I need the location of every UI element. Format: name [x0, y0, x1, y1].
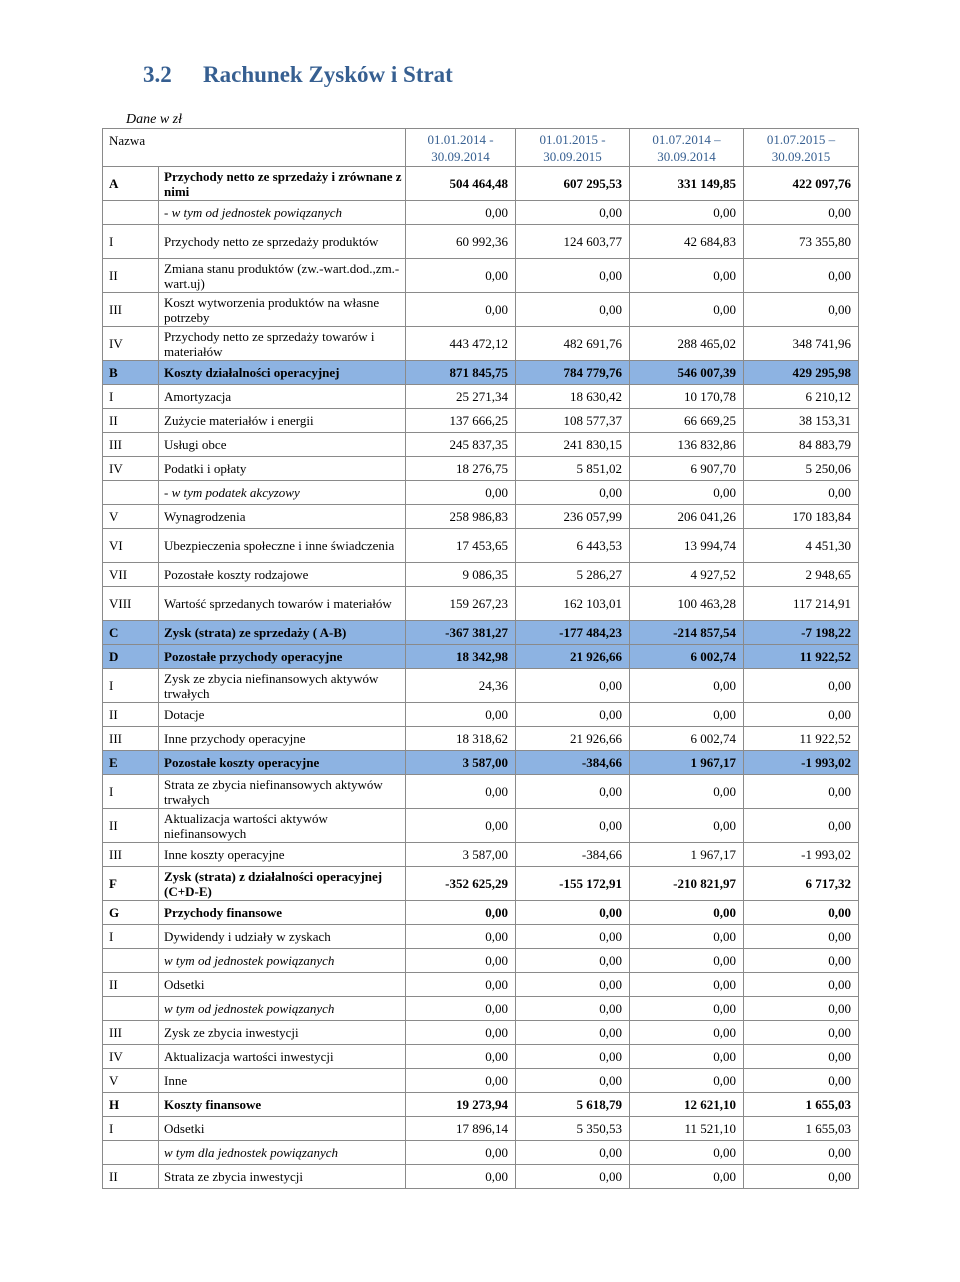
row-code: VII	[103, 563, 159, 587]
row-value: 137 666,25	[406, 409, 516, 433]
row-value: 5 250,06	[744, 457, 859, 481]
row-value: 0,00	[406, 1069, 516, 1093]
row-code: VIII	[103, 587, 159, 621]
table-row	[103, 727, 859, 751]
row-code: V	[103, 505, 159, 529]
row-name: Inne	[159, 1069, 406, 1093]
row-value: 66 669,25	[630, 409, 744, 433]
row-name: Pozostałe przychody operacyjne	[159, 645, 406, 669]
row-value: 784 779,76	[516, 361, 630, 385]
row-value: 0,00	[406, 925, 516, 949]
row-name: Wartość sprzedanych towarów i materiałów	[159, 587, 406, 621]
row-value: 6 717,32	[744, 867, 859, 901]
row-name: Przychody netto ze sprzedaży produktów	[159, 225, 406, 259]
row-value: 159 267,23	[406, 587, 516, 621]
row-name: Aktualizacja wartości aktywów niefinansowych	[159, 809, 406, 843]
row-value: 4 927,52	[630, 563, 744, 587]
row-value: 0,00	[630, 901, 744, 925]
table-row	[103, 1093, 859, 1117]
row-value: 2 948,65	[744, 563, 859, 587]
row-value: 331 149,85	[630, 167, 744, 201]
row-value: 11 521,10	[630, 1117, 744, 1141]
row-value: 0,00	[406, 259, 516, 293]
row-value: 348 741,96	[744, 327, 859, 361]
row-value: 5 851,02	[516, 457, 630, 481]
header-name-label: Nazwa	[103, 129, 406, 167]
table-row	[103, 1141, 859, 1165]
row-name: Inne koszty operacyjne	[159, 843, 406, 867]
row-value: 13 994,74	[630, 529, 744, 563]
row-code: II	[103, 1165, 159, 1189]
row-code: III	[103, 433, 159, 457]
table-row	[103, 505, 859, 529]
row-name: Strata ze zbycia niefinansowych aktywów trwałych	[159, 775, 406, 809]
row-value: 0,00	[406, 1045, 516, 1069]
row-name: w tym od jednostek powiązanych	[159, 949, 406, 973]
row-value: 288 465,02	[630, 327, 744, 361]
row-value: 38 153,31	[744, 409, 859, 433]
row-value: 0,00	[406, 1165, 516, 1189]
row-value: 0,00	[406, 201, 516, 225]
row-name: Ubezpieczenia społeczne i inne świadczenia	[159, 529, 406, 563]
row-code	[103, 949, 159, 973]
row-value: 0,00	[406, 703, 516, 727]
row-value: 0,00	[630, 1021, 744, 1045]
row-name: Odsetki	[159, 973, 406, 997]
row-value: 0,00	[516, 293, 630, 327]
table-row	[103, 457, 859, 481]
row-value: 0,00	[744, 703, 859, 727]
row-value: 0,00	[516, 809, 630, 843]
row-value: 108 577,37	[516, 409, 630, 433]
row-value: -384,66	[516, 843, 630, 867]
row-code: I	[103, 775, 159, 809]
row-code: V	[103, 1069, 159, 1093]
row-value: 0,00	[744, 259, 859, 293]
header-period: 01.07.2015 – 30.09.2015	[744, 129, 859, 167]
row-value: 0,00	[406, 973, 516, 997]
section-number: 3.2	[143, 62, 172, 87]
row-value: 0,00	[516, 669, 630, 703]
row-value: 241 830,15	[516, 433, 630, 457]
row-code: III	[103, 843, 159, 867]
row-value: 482 691,76	[516, 327, 630, 361]
row-code: III	[103, 293, 159, 327]
table-row	[103, 973, 859, 997]
row-value: 0,00	[406, 775, 516, 809]
row-value: 258 986,83	[406, 505, 516, 529]
row-value: 18 276,75	[406, 457, 516, 481]
row-value: 429 295,98	[744, 361, 859, 385]
table-row	[103, 703, 859, 727]
row-code: C	[103, 621, 159, 645]
row-code: I	[103, 925, 159, 949]
row-code: I	[103, 385, 159, 409]
row-value: 17 453,65	[406, 529, 516, 563]
row-value: 0,00	[744, 1069, 859, 1093]
table-row	[103, 843, 859, 867]
row-code: D	[103, 645, 159, 669]
row-value: 1 967,17	[630, 751, 744, 775]
row-value: 0,00	[630, 997, 744, 1021]
table-row	[103, 1045, 859, 1069]
row-value: 0,00	[744, 1045, 859, 1069]
table-row	[103, 1117, 859, 1141]
row-value: 0,00	[630, 949, 744, 973]
row-value: 1 655,03	[744, 1093, 859, 1117]
page-title	[143, 62, 453, 88]
row-value: 0,00	[630, 925, 744, 949]
table-row	[103, 409, 859, 433]
row-value: 422 097,76	[744, 167, 859, 201]
table-row	[103, 327, 859, 361]
row-name: Podatki i opłaty	[159, 457, 406, 481]
row-value: 19 273,94	[406, 1093, 516, 1117]
row-name: Przychody netto ze sprzedaży towarów i materiałów	[159, 327, 406, 361]
row-value: 0,00	[516, 1021, 630, 1045]
row-name: Pozostałe koszty operacyjne	[159, 751, 406, 775]
row-value: 0,00	[516, 1141, 630, 1165]
row-value: 1 655,03	[744, 1117, 859, 1141]
row-code: IV	[103, 1045, 159, 1069]
row-value: 504 464,48	[406, 167, 516, 201]
table-row	[103, 775, 859, 809]
row-name: Zysk ze zbycia inwestycji	[159, 1021, 406, 1045]
row-name: w tym od jednostek powiązanych	[159, 997, 406, 1021]
table-row	[103, 1069, 859, 1093]
row-name: Usługi obce	[159, 433, 406, 457]
row-value: 5 350,53	[516, 1117, 630, 1141]
row-value: 0,00	[744, 925, 859, 949]
row-value: -1 993,02	[744, 751, 859, 775]
row-value: 0,00	[516, 703, 630, 727]
row-name: Pozostałe koszty rodzajowe	[159, 563, 406, 587]
row-value: 0,00	[630, 669, 744, 703]
row-code: VI	[103, 529, 159, 563]
row-code: E	[103, 751, 159, 775]
row-value: 0,00	[744, 997, 859, 1021]
row-code: II	[103, 409, 159, 433]
table-row	[103, 809, 859, 843]
row-value: 0,00	[630, 703, 744, 727]
row-value: 170 183,84	[744, 505, 859, 529]
row-value: 0,00	[406, 1021, 516, 1045]
row-value: 0,00	[406, 1141, 516, 1165]
table-row	[103, 901, 859, 925]
row-value: -1 993,02	[744, 843, 859, 867]
row-value: 3 587,00	[406, 843, 516, 867]
table-row	[103, 587, 859, 621]
row-value: 607 295,53	[516, 167, 630, 201]
row-value: 17 896,14	[406, 1117, 516, 1141]
row-value: 0,00	[744, 1165, 859, 1189]
row-value: -7 198,22	[744, 621, 859, 645]
row-value: 18 318,62	[406, 727, 516, 751]
row-value: 60 992,36	[406, 225, 516, 259]
row-name: Odsetki	[159, 1117, 406, 1141]
row-value: -367 381,27	[406, 621, 516, 645]
row-value: 236 057,99	[516, 505, 630, 529]
row-value: 0,00	[516, 901, 630, 925]
row-value: -352 625,29	[406, 867, 516, 901]
row-value: 0,00	[630, 1045, 744, 1069]
row-value: 162 103,01	[516, 587, 630, 621]
row-code: I	[103, 225, 159, 259]
row-value: 0,00	[406, 949, 516, 973]
row-value: 1 967,17	[630, 843, 744, 867]
row-code: H	[103, 1093, 159, 1117]
row-name: Dotacje	[159, 703, 406, 727]
row-value: 0,00	[516, 973, 630, 997]
section-title: Rachunek Zysków i Strat	[203, 62, 453, 87]
row-code: II	[103, 259, 159, 293]
row-value: 546 007,39	[630, 361, 744, 385]
row-value: 0,00	[744, 949, 859, 973]
row-value: 0,00	[744, 775, 859, 809]
row-name: Zysk ze zbycia niefinansowych aktywów trwałych	[159, 669, 406, 703]
table-row	[103, 481, 859, 505]
row-value: 0,00	[406, 293, 516, 327]
row-value: 0,00	[744, 973, 859, 997]
row-code: I	[103, 669, 159, 703]
row-code: II	[103, 973, 159, 997]
row-value: 4 451,30	[744, 529, 859, 563]
table-row	[103, 1021, 859, 1045]
table-row	[103, 1165, 859, 1189]
row-value: 84 883,79	[744, 433, 859, 457]
row-value: 11 922,52	[744, 727, 859, 751]
row-name: Wynagrodzenia	[159, 505, 406, 529]
row-value: 5 286,27	[516, 563, 630, 587]
row-name: Koszty finansowe	[159, 1093, 406, 1117]
table-row	[103, 361, 859, 385]
row-value: 0,00	[406, 997, 516, 1021]
row-value: 5 618,79	[516, 1093, 630, 1117]
row-value: 0,00	[516, 925, 630, 949]
row-code	[103, 201, 159, 225]
row-name: Koszt wytworzenia produktów na własne potrzeby	[159, 293, 406, 327]
row-code: I	[103, 1117, 159, 1141]
row-value: -384,66	[516, 751, 630, 775]
row-value: 6 907,70	[630, 457, 744, 481]
row-value: 0,00	[630, 1141, 744, 1165]
row-value: 443 472,12	[406, 327, 516, 361]
header-period: 01.01.2014 - 30.09.2014	[406, 129, 516, 167]
row-value: -177 484,23	[516, 621, 630, 645]
row-value: 73 355,80	[744, 225, 859, 259]
row-value: 100 463,28	[630, 587, 744, 621]
row-value: 42 684,83	[630, 225, 744, 259]
table-row	[103, 621, 859, 645]
row-value: 18 342,98	[406, 645, 516, 669]
table-row	[103, 201, 859, 225]
row-code: II	[103, 703, 159, 727]
row-code: III	[103, 727, 159, 751]
row-value: 245 837,35	[406, 433, 516, 457]
row-name: Aktualizacja wartości inwestycji	[159, 1045, 406, 1069]
row-value: 0,00	[516, 201, 630, 225]
row-value: 0,00	[744, 669, 859, 703]
row-code: IV	[103, 327, 159, 361]
row-value: 206 041,26	[630, 505, 744, 529]
table-row	[103, 949, 859, 973]
row-value: 0,00	[516, 775, 630, 809]
header-period: 01.01.2015 - 30.09.2015	[516, 129, 630, 167]
row-value: 10 170,78	[630, 385, 744, 409]
currency-note: Dane w zł	[126, 112, 182, 127]
row-value: 6 210,12	[744, 385, 859, 409]
table-row	[103, 167, 859, 201]
table-row	[103, 867, 859, 901]
row-value: 0,00	[516, 949, 630, 973]
table-row	[103, 669, 859, 703]
row-value: 0,00	[406, 809, 516, 843]
row-name: Zużycie materiałów i energii	[159, 409, 406, 433]
row-value: 18 630,42	[516, 385, 630, 409]
row-value: 21 926,66	[516, 727, 630, 751]
row-value: 0,00	[516, 1165, 630, 1189]
table-header-row	[103, 129, 859, 167]
table-row	[103, 433, 859, 457]
row-value: 0,00	[630, 775, 744, 809]
table-row	[103, 529, 859, 563]
row-value: 0,00	[406, 901, 516, 925]
profit-loss-table	[102, 128, 859, 1189]
row-value: 0,00	[516, 481, 630, 505]
row-name: - w tym od jednostek powiązanych	[159, 201, 406, 225]
row-code	[103, 997, 159, 1021]
table-row	[103, 385, 859, 409]
row-name: Przychody finansowe	[159, 901, 406, 925]
table-row	[103, 225, 859, 259]
row-name: Zysk (strata) z działalności operacyjnej (C+D-E)	[159, 867, 406, 901]
table-row	[103, 563, 859, 587]
row-value: 124 603,77	[516, 225, 630, 259]
table-row	[103, 751, 859, 775]
row-value: 136 832,86	[630, 433, 744, 457]
row-value: -214 857,54	[630, 621, 744, 645]
table-row	[103, 645, 859, 669]
row-value: 0,00	[630, 259, 744, 293]
row-value: 0,00	[744, 901, 859, 925]
row-value: 6 443,53	[516, 529, 630, 563]
row-value: 0,00	[744, 481, 859, 505]
row-value: 21 926,66	[516, 645, 630, 669]
row-value: 0,00	[630, 481, 744, 505]
row-name: - w tym podatek akcyzowy	[159, 481, 406, 505]
row-value: 0,00	[516, 259, 630, 293]
row-code	[103, 481, 159, 505]
row-name: Inne przychody operacyjne	[159, 727, 406, 751]
row-code: II	[103, 809, 159, 843]
row-code: B	[103, 361, 159, 385]
row-code: III	[103, 1021, 159, 1045]
row-value: 11 922,52	[744, 645, 859, 669]
row-value: 0,00	[516, 1069, 630, 1093]
row-value: 0,00	[744, 293, 859, 327]
row-value: 0,00	[630, 293, 744, 327]
row-value: 871 845,75	[406, 361, 516, 385]
row-value: 0,00	[630, 1069, 744, 1093]
table-row	[103, 259, 859, 293]
row-value: 12 621,10	[630, 1093, 744, 1117]
row-value: 24,36	[406, 669, 516, 703]
row-code: F	[103, 867, 159, 901]
row-value: 0,00	[630, 201, 744, 225]
row-value: 25 271,34	[406, 385, 516, 409]
row-value: 0,00	[744, 809, 859, 843]
table-row	[103, 293, 859, 327]
row-value: 6 002,74	[630, 727, 744, 751]
row-name: w tym dla jednostek powiązanych	[159, 1141, 406, 1165]
row-value: 0,00	[630, 1165, 744, 1189]
row-name: Amortyzacja	[159, 385, 406, 409]
row-value: 0,00	[630, 809, 744, 843]
row-value: 3 587,00	[406, 751, 516, 775]
row-code	[103, 1141, 159, 1165]
table-row	[103, 997, 859, 1021]
row-name: Dywidendy i udziały w zyskach	[159, 925, 406, 949]
row-value: 9 086,35	[406, 563, 516, 587]
row-name: Koszty działalności operacyjnej	[159, 361, 406, 385]
row-value: 0,00	[744, 1141, 859, 1165]
row-code: IV	[103, 457, 159, 481]
row-value: 0,00	[516, 997, 630, 1021]
row-value: 0,00	[744, 1021, 859, 1045]
row-value: 6 002,74	[630, 645, 744, 669]
row-name: Zmiana stanu produktów (zw.-wart.dod.,zm.-wart.uj)	[159, 259, 406, 293]
row-value: 0,00	[744, 201, 859, 225]
row-value: 117 214,91	[744, 587, 859, 621]
row-name: Zysk (strata) ze sprzedaży ( A-B)	[159, 621, 406, 645]
row-code: G	[103, 901, 159, 925]
row-value: -210 821,97	[630, 867, 744, 901]
row-value: 0,00	[516, 1045, 630, 1069]
table-row	[103, 925, 859, 949]
header-period: 01.07.2014 – 30.09.2014	[630, 129, 744, 167]
row-value: 0,00	[406, 481, 516, 505]
row-code: A	[103, 167, 159, 201]
row-value: 0,00	[630, 973, 744, 997]
row-value: -155 172,91	[516, 867, 630, 901]
row-name: Przychody netto ze sprzedaży i zrównane z nimi	[159, 167, 406, 201]
row-name: Strata ze zbycia inwestycji	[159, 1165, 406, 1189]
